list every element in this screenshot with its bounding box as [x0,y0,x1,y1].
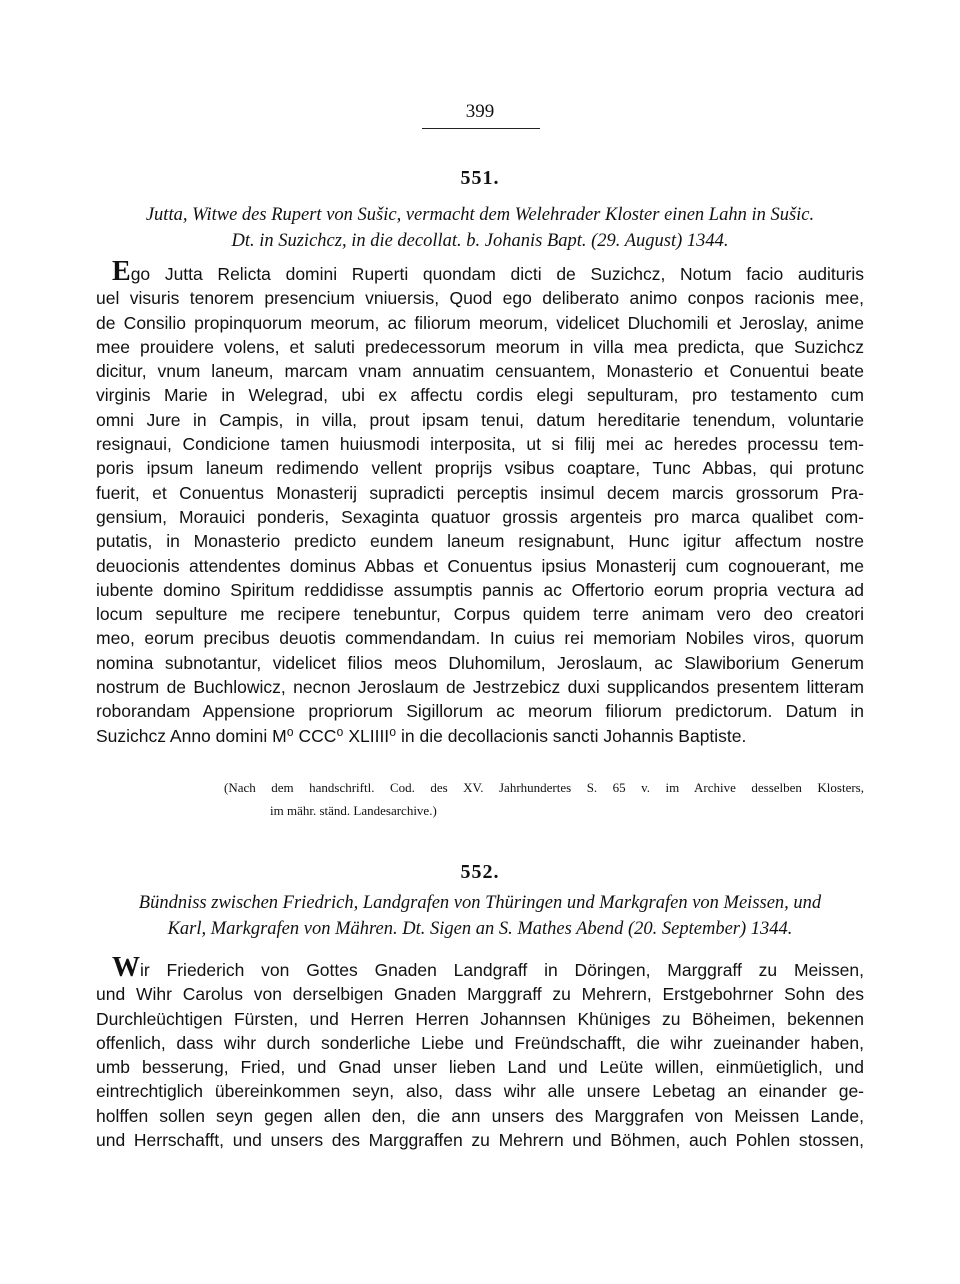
body-line: gensium, Morauici ponderis, Sexaginta quatuor grossis argenteis pro marca qualibet com- [96,506,864,527]
body-line: Suzichcz Anno domini M⁰ CCC⁰ XLIIII⁰ in die decollacionis sancti Johannis Baptiste. [96,725,747,746]
heading-line: Karl, Markgrafen von Mähren. Dt. Sigen an S. Mathes Abend (20. September) 1344. [167,919,793,939]
source-line: im mähr. ständ. Landesarchive.) [270,803,437,818]
document-body [96,256,864,748]
document-body [96,952,864,1152]
page-number-rule [422,128,540,129]
body-line: roborandam Appensione propriorum Sigillorum ac meorum filiorum predictorum. Datum in [96,701,864,722]
body-line: fuerit, et Conuentus Monasterij supradicti perceptis insimul decem marcis grossorum Pra- [96,482,864,503]
body-line: virginis Marie in Welegrad, ubi ex affectu cordis elegi sepulturam, pro testamento cum [96,385,864,406]
source-note [224,776,864,822]
body-line: Ego Jutta Relicta domini Ruperti quondam dicti de Suzichcz, Notum facio audituris [112,256,864,287]
body-line: und Wihr Carolus von derselbigen Gnaden Marggraff zu Mehrern, Erstgebohrner Sohn des [96,984,864,1005]
document-number: 551. [460,167,500,189]
body-line: putatis, in Monasterio predicto eundem laneum resignabunt, Hunc igitur affectum nostre [96,531,864,552]
body-line: uel visuris tenorem presencium vniuersis, Quod ego deliberato animo conpos racionis mee, [96,288,864,309]
body-line: mee prouidere volens, et saluti predecessorum meorum in villa mea predicta, que Suzichcz [96,336,864,357]
body-line: dicitur, vnum laneum, marcam vnam annuatim censuantem, Monasterio et Conuentui beate [96,361,864,382]
body-line: holffen sollen seyn gegen allen den, die ann unsers des Marggrafen von Meissen Lande, [96,1105,864,1126]
body-line: locum sepulture me recipere tenebuntur, Corpus quidem terre animam vero deo creatori [96,604,864,625]
body-line: nostrum de Buchlowicz, necnon Jeroslaum de Jestrzebicz duxi supplicandos presentem litteram [96,677,864,698]
source-line: (Nach dem handschriftl. Cod. des XV. Jahrhundertes S. 65 v. im Archive desselben Klosters, [224,780,864,795]
heading-line: Dt. in Suzichcz, in die decollat. b. Johanis Bapt. (29. August) 1344. [231,231,729,251]
body-line: poris ipsum laneum redimendo vellent proprijs vsibus coaptare, Tunc Abbas, qui protunc [96,458,864,479]
body-line: meo, eorum precibus deuotis commendandam. In cuius rei memoriam Nobiles viros, quorum [96,628,864,649]
body-line: iubente domino Spiritum reddidisse assumptis pannis ac Offertorio eorum propria vectura ad [96,579,864,600]
document-heading [96,890,864,942]
body-line: Durchleüchtigen Fürsten, und Herren Herren Johannsen Khüniges zu Böheimen, bekennen [96,1008,864,1029]
document-heading [96,202,864,254]
body-line: eintrechtiglich übereinkommen seyn, also, dass wihr alle unsere Lebetag an einander ge- [96,1081,864,1102]
body-line: deuocionis attendentes dominus Abbas et Conuentus ipsius Monasterij cum cognouerant, me [96,555,864,576]
body-line: umb besserung, Fried, und Gnad unser lieben Land und Leüte willen, einmüetiglich, und [96,1057,864,1078]
body-line: omni Jure in Campis, in villa, prout ipsam tenui, datum hereditarie tenendum, voluntarie [96,409,864,430]
body-line: de Consilio propinquorum meorum, ac filiorum meorum, videlicet Dluchomili et Jeroslay, anime [96,312,864,333]
document-number: 552. [460,861,500,883]
body-line: nomina subnotantur, videlicet filios meos Dluhomilum, Jeroslaum, ac Slawiborium Generum [96,652,864,673]
body-line: und Herrschafft, und unsers des Marggraffen zu Mehrern und Böhmen, auch Pohlen stossen, [96,1130,864,1151]
body-line: resignaui, Condicione tamen huiusmodi interposita, ut si filij mei ac heredes processu tem- [96,434,864,455]
body-line: Wir Friederich von Gottes Gnaden Landgraff in Döringen, Marggraff zu Meissen, [112,952,864,983]
body-line: offenlich, dass wihr durch sonderliche Liebe und Freündschafft, die wihr zueinander haben, [96,1032,864,1053]
heading-line: Bündniss zwischen Friedrich, Landgrafen von Thüringen und Markgrafen von Meissen, und [138,893,822,913]
page-number: 399 [465,101,495,122]
initial-letter: W [112,952,140,983]
initial-letter: E [112,256,131,287]
heading-line: Jutta, Witwe des Rupert von Sušic, vermacht dem Welehrader Kloster einen Lahn in Sušic. [145,205,815,225]
